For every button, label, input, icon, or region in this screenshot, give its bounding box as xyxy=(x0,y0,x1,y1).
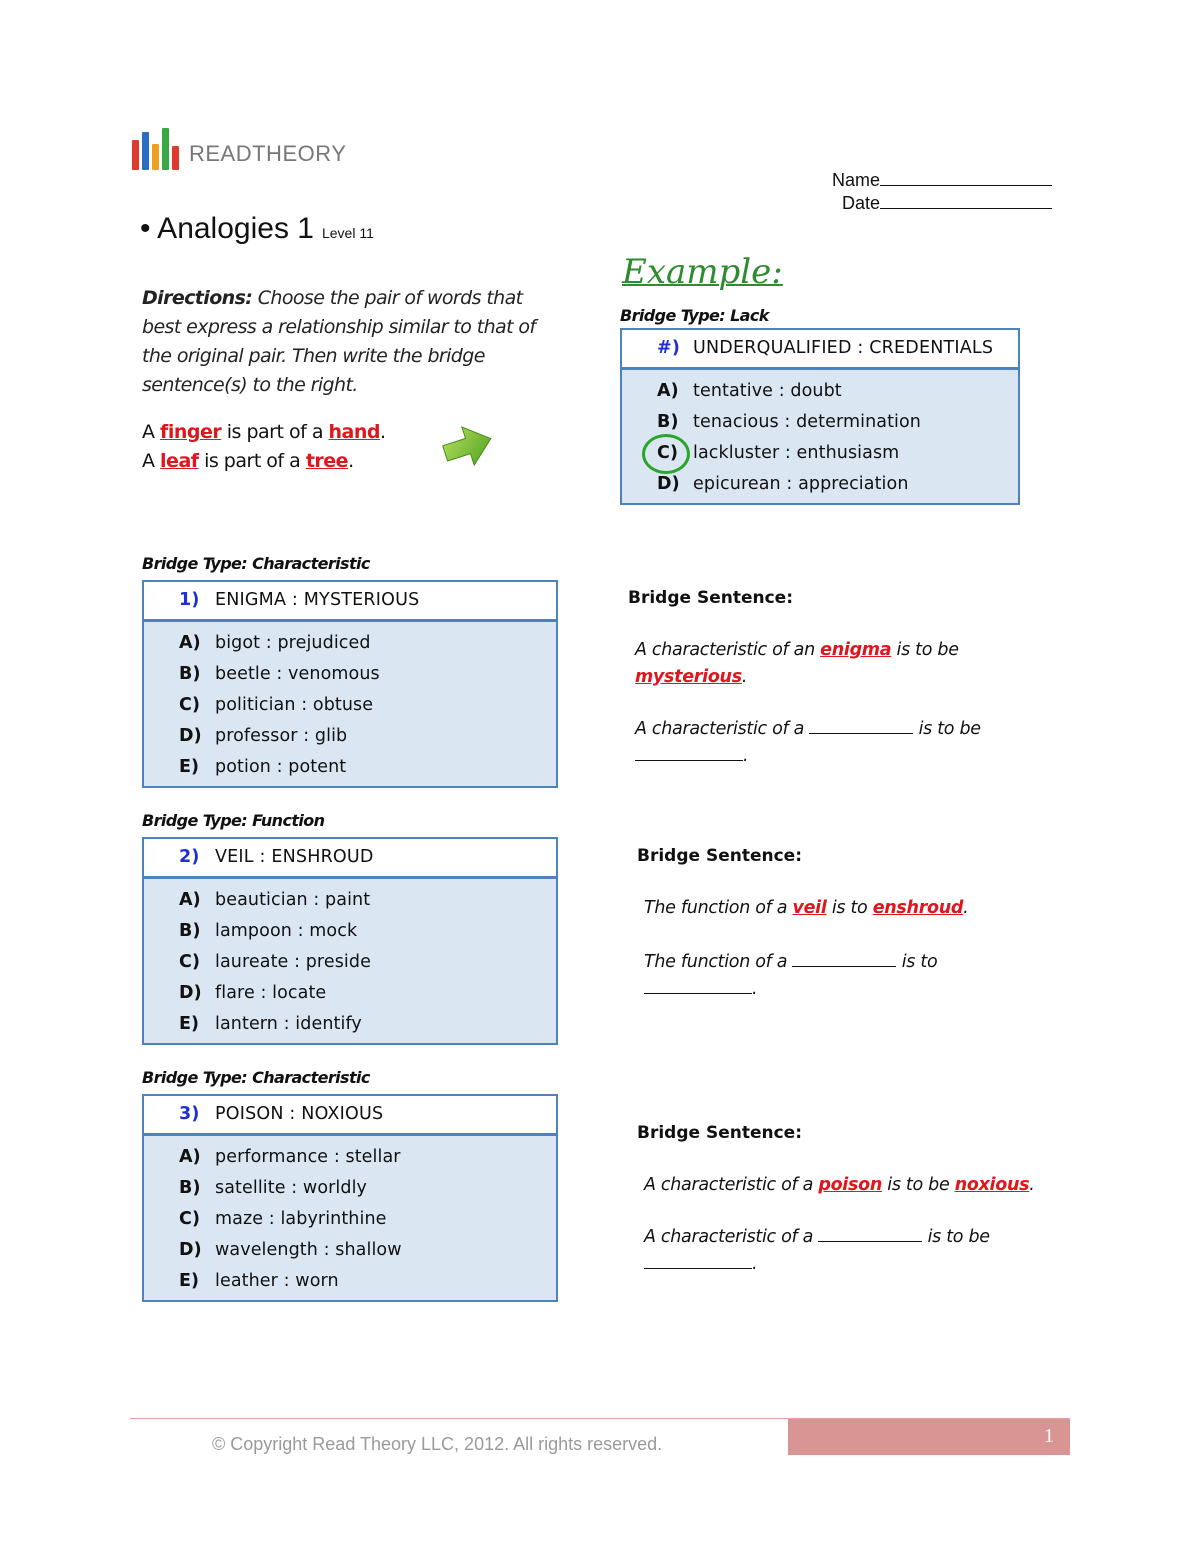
q3-option-a[interactable]: A) performance : stellar xyxy=(179,1147,401,1167)
example-title: Example: xyxy=(622,252,783,292)
level-label: Level 11 xyxy=(321,225,374,241)
q3-option-e[interactable]: E) leather : worn xyxy=(179,1271,339,1291)
q3-option-d[interactable]: D) wavelength : shallow xyxy=(179,1240,402,1260)
name-field[interactable] xyxy=(832,170,1052,191)
footer-copyright: © Copyright Read Theory LLC, 2012. All rights reserved. xyxy=(212,1434,663,1454)
q2-box xyxy=(142,837,558,1045)
q1-bridge-blank[interactable]: A characteristic of a is to be . xyxy=(635,719,981,766)
q3-bridge-type: Bridge Type: Characteristic xyxy=(142,1068,370,1087)
logo-text: READTHEORY xyxy=(189,141,347,166)
q2-option-d[interactable]: D) flare : locate xyxy=(179,983,327,1003)
example-stem: #) UNDERQUALIFIED : CREDENTIALS xyxy=(622,330,1018,370)
q3-option-c[interactable]: C) maze : labyrinthine xyxy=(179,1209,387,1229)
q1-option-b[interactable]: B) beetle : venomous xyxy=(179,664,380,684)
q2-bridge-sentence: The function of a veil is to enshroud. xyxy=(644,898,969,918)
date-field[interactable] xyxy=(842,193,1052,214)
q3-bridge-label: Bridge Sentence: xyxy=(637,1123,802,1143)
directions-text: Choose the pair of words that best express a relationship similar to that of the original pair. Then write the bridge sentence(s) to the right. xyxy=(142,287,536,396)
q2-bridge-blank[interactable]: The function of a is to . xyxy=(644,952,938,999)
example-option[interactable]: B) tenacious : determination xyxy=(657,412,922,432)
answer-circle-icon xyxy=(642,434,690,474)
example-sentence-2: A leaf is part of a tree. xyxy=(142,450,354,472)
q1-box xyxy=(142,580,558,788)
q2-stem: 2) VEIL : ENSHROUD xyxy=(144,839,556,879)
logo-bars-icon xyxy=(132,126,179,170)
page-title: • Analogies 1 Level 11 xyxy=(140,212,374,245)
arrow-right-icon xyxy=(440,420,496,476)
readtheory-logo xyxy=(132,126,346,170)
q1-bridge-type: Bridge Type: Characteristic xyxy=(142,554,370,573)
page-number: 1 xyxy=(1044,1425,1054,1447)
example-question-box xyxy=(620,328,1020,505)
example-option-selected[interactable]: C) lackluster : enthusiasm xyxy=(657,443,900,463)
example-sentence-1: A finger is part of a hand. xyxy=(142,421,386,443)
q1-option-d[interactable]: D) professor : glib xyxy=(179,726,348,746)
q1-stem: 1) ENIGMA : MYSTERIOUS xyxy=(144,582,556,622)
q1-bridge-sentence: A characteristic of an enigma is to be mysterious. xyxy=(635,640,959,687)
q2-bridge-type: Bridge Type: Function xyxy=(142,811,325,830)
name-label: Name xyxy=(832,170,881,190)
q3-option-b[interactable]: B) satellite : worldly xyxy=(179,1178,368,1198)
example-bridge-type: Bridge Type: Lack xyxy=(620,306,769,325)
q3-box xyxy=(142,1094,558,1302)
q2-option-c[interactable]: C) laureate : preside xyxy=(179,952,371,972)
q3-stem: 3) POISON : NOXIOUS xyxy=(144,1096,556,1136)
directions-label: Directions: xyxy=(142,287,253,309)
q1-option-c[interactable]: C) politician : obtuse xyxy=(179,695,374,715)
page-number-box xyxy=(788,1419,1070,1455)
date-label: Date xyxy=(842,193,881,213)
q2-bridge-label: Bridge Sentence: xyxy=(637,846,802,866)
q1-option-e[interactable]: E) potion : potent xyxy=(179,757,347,777)
q2-option-a[interactable]: A) beautician : paint xyxy=(179,890,371,910)
q1-bridge-label: Bridge Sentence: xyxy=(628,588,793,608)
q2-option-e[interactable]: E) lantern : identify xyxy=(179,1014,362,1034)
directions xyxy=(142,284,562,400)
q3-bridge-blank[interactable]: A characteristic of a is to be . xyxy=(644,1227,990,1274)
q1-option-a[interactable]: A) bigot : prejudiced xyxy=(179,633,371,653)
q3-bridge-sentence: A characteristic of a poison is to be noxious. xyxy=(644,1175,1035,1195)
example-option[interactable]: A) tentative : doubt xyxy=(657,381,842,401)
example-option[interactable]: D) epicurean : appreciation xyxy=(657,474,909,494)
q2-option-b[interactable]: B) lampoon : mock xyxy=(179,921,358,941)
